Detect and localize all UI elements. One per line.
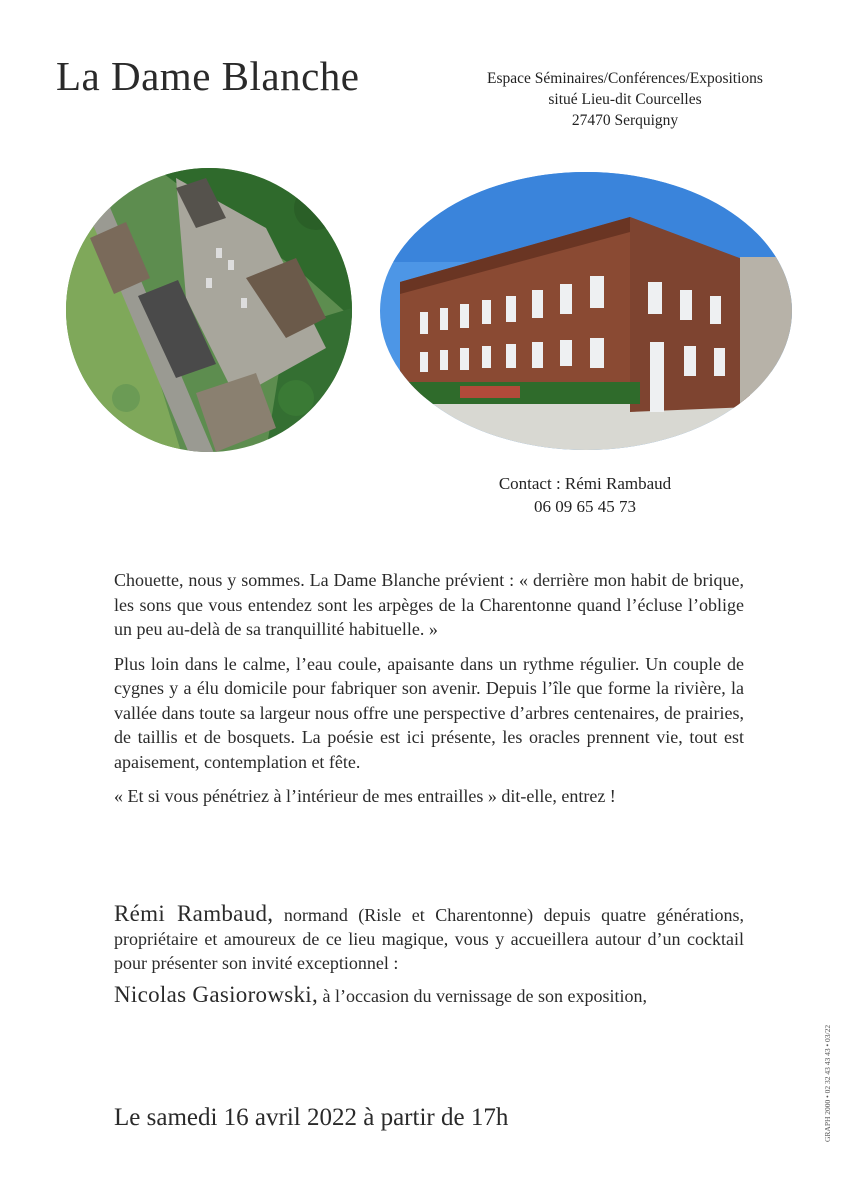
host-name: Rémi Rambaud, xyxy=(114,901,274,926)
paragraph-intro: Chouette, nous y sommes. La Dame Blanche prévient : « derrière mon habit de brique, les sons que vous entendez sont les arpèges de la Charentonne quand l’écluse l’oblige un peu au-delà de sa tranquillité habituelle. » xyxy=(114,570,744,639)
contact-person: Contact : Rémi Rambaud xyxy=(498,474,672,493)
guest-paragraph xyxy=(114,983,744,1008)
paragraph-invitation: « Et si vous pénétriez à l’intérieur de mes entrailles » dit-elle, entrez ! xyxy=(114,786,616,806)
building-photo xyxy=(380,172,792,450)
printer-credit: GRAPH 2000 • 02 32 43 43 43 • 03/22 xyxy=(823,1024,832,1142)
host-description: normand (Risle et Charentonne) depuis quatre générations, propriétaire et amoureux de ce lieu magique, vous y accueillera autour d’un cocktail pour présenter son invité exceptionnel : xyxy=(114,905,744,973)
contact-block xyxy=(440,472,730,518)
aerial-photo xyxy=(66,168,352,452)
page-title: La Dame Blanche xyxy=(56,53,360,99)
host-guest-block xyxy=(114,902,744,1016)
venue-locality: situé Lieu-dit Courcelles xyxy=(548,91,702,108)
host-paragraph xyxy=(114,902,744,975)
paragraph-landscape: Plus loin dans le calme, l’eau coule, apaisante dans un rythme régulier. Un couple de cygnes y a élu domicile pour fabriquer son avenir. Depuis l’île que forme la rivière, la vallée dans toute sa largeur nous offre une perspective d’arbres centenaires, de prairies, de taillis et de bosquets. La poésie est ici présente, les oracles prennent vie, tout est apaisement, contemplation et fête. xyxy=(114,653,744,772)
venue-address xyxy=(440,68,810,131)
event-date: Le samedi 16 avril 2022 à partir de 17h xyxy=(114,1104,509,1131)
venue-postcode-city: 27470 Serquigny xyxy=(571,112,679,129)
description-text xyxy=(114,568,744,819)
guest-name: Nicolas Gasiorowski, xyxy=(114,982,319,1007)
venue-description: Espace Séminaires/Conférences/Expositions xyxy=(487,70,763,87)
guest-description: à l’occasion du vernissage de son exposition, xyxy=(322,986,647,1006)
contact-phone: 06 09 65 45 73 xyxy=(534,497,636,516)
